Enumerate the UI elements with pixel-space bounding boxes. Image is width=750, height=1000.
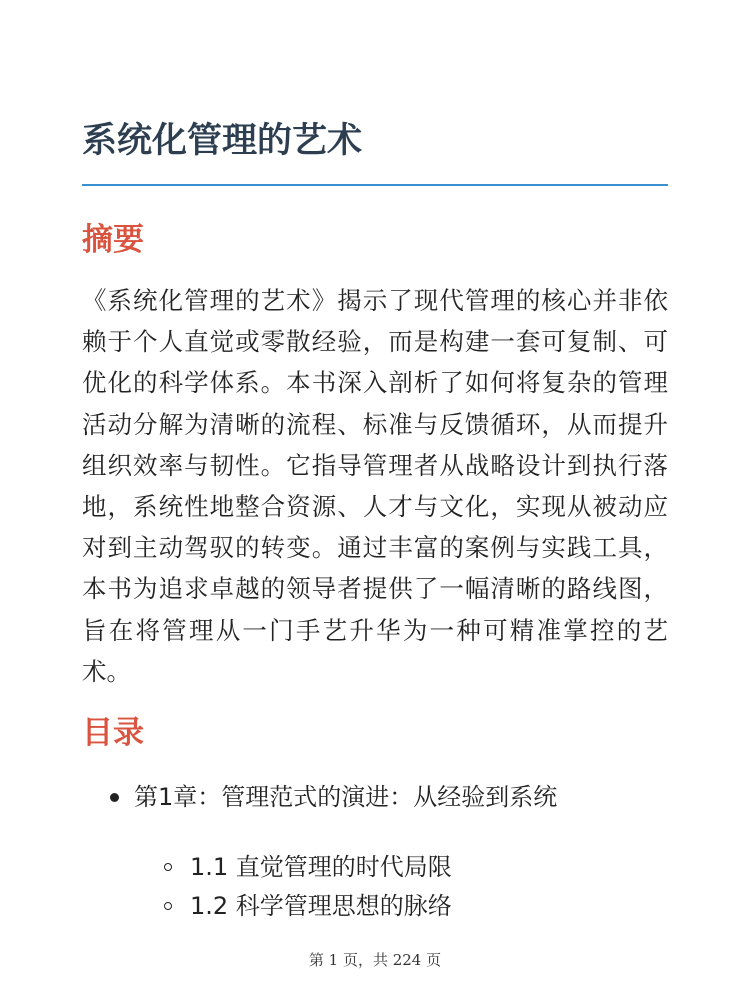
- toc-chapter-1: [82, 776, 668, 818]
- bullet-disc-icon: [110, 793, 119, 802]
- bullet-circle-icon: [164, 863, 172, 871]
- document-title: 系统化管理的艺术: [82, 121, 363, 161]
- bullet-circle-icon: [164, 902, 172, 910]
- toc-section-label: 1.1 直觉管理的时代局限: [190, 853, 452, 881]
- abstract-heading: 摘要: [82, 222, 144, 258]
- table-of-contents: [82, 776, 668, 818]
- toc-section-label: 1.2 科学管理思想的脉络: [190, 892, 452, 920]
- toc-section-1-2: [136, 887, 668, 926]
- toc-heading: 目录: [82, 715, 144, 751]
- page-number-footer: 第 1 页，共 224 页: [308, 951, 442, 969]
- toc-section-1-1: [136, 848, 668, 887]
- title-divider: [82, 184, 668, 186]
- abstract-text: 《系统化管理的艺术》揭示了现代管理的核心并非依赖于个人直觉或零散经验，而是构建一套可复制、可优化的科学体系。本书深入剖析了如何将复杂的管理活动分解为清晰的流程、标准与反馈循环，从而提升组织效率与韧性。它指导管理者从战略设计到执行落地，系统性地整合资源、人才与文化，实现从被动应对到主动驾驭的转变。通过丰富的案例与实践工具，本书为追求卓越的领导者提供了一幅清晰的路线图，旨在将管理从一门手艺升华为一种可精准掌控的艺术。: [82, 286, 668, 686]
- toc-chapter-label: 第1章：管理范式的演进：从经验到系统: [134, 783, 558, 811]
- toc-chapter-1-sections: [82, 848, 668, 926]
